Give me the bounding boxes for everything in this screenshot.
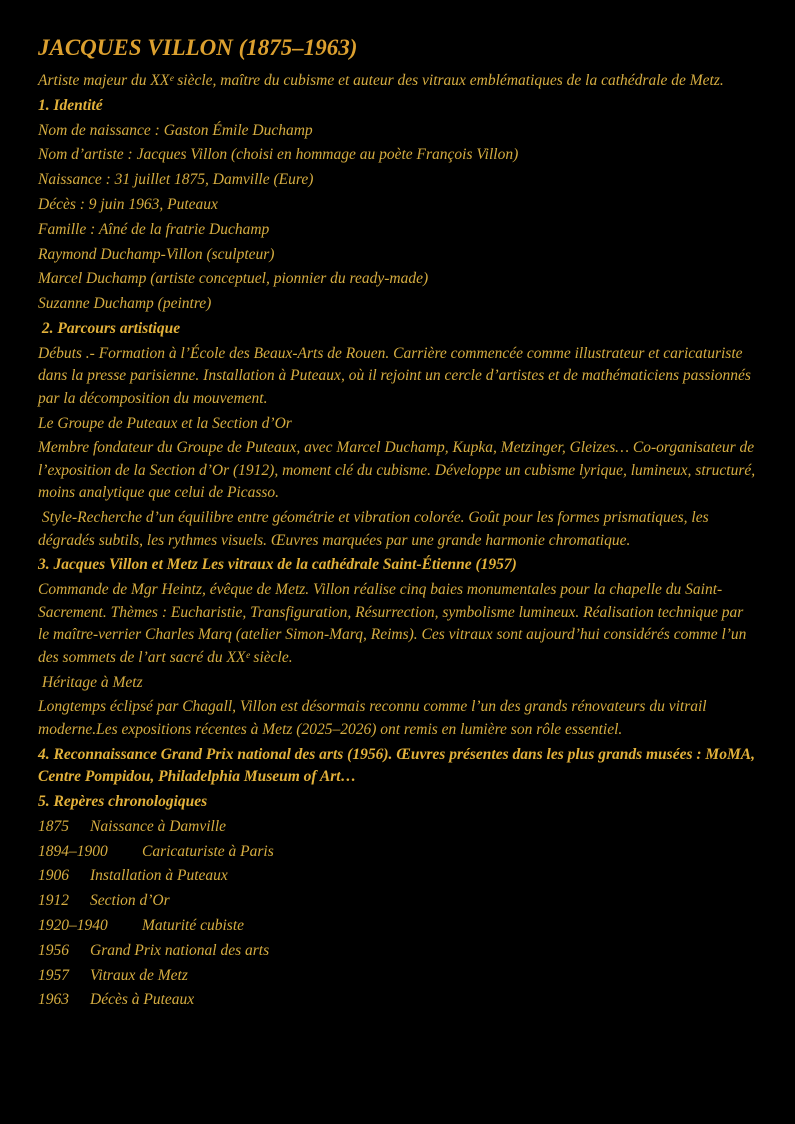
identity-line-suzanne: Suzanne Duchamp (peintre) xyxy=(38,295,212,313)
section-heading-parcours: 2. Parcours artistique xyxy=(38,319,181,337)
chronology-row-1894-1900: 1894–1900 Caricaturiste à Paris xyxy=(38,842,274,860)
paragraph-heritage-titre: Héritage à Metz xyxy=(38,673,143,691)
identity-line-nom-naissance: Nom de naissance : Gaston Émile Duchamp xyxy=(38,121,313,139)
section-heading-identite: 1. Identité xyxy=(38,96,103,114)
chronology-row-1875: 1875 Naissance à Damville xyxy=(38,817,227,835)
section-heading-metz: 3. Jacques Villon et Metz Les vitraux de la cathédrale Saint-Étienne (1957) xyxy=(38,556,517,574)
paragraph-style: Style-Recherche d’un équilibre entre géométrie et vibration colorée. Goût pour les formes prismatiques, les dégradés subtils, les rythmes visuels. Œuvres marquées par une grande harmonie chromatique. xyxy=(38,509,713,549)
identity-line-nom-artiste: Nom d’artiste : Jacques Villon (choisi en hommage au poète François Villon) xyxy=(38,146,519,164)
paragraph-groupe-puteaux-titre: Le Groupe de Puteaux et la Section d’Or xyxy=(38,414,292,432)
paragraph-debuts: Débuts .- Formation à l’École des Beaux-Arts de Rouen. Carrière commencée comme illustrateur et caricaturiste dans la presse parisienne. Installation à Puteaux, où il rejoint un cercle d’artistes et de mathématiciens passionnés par la décomposition du mouvement. xyxy=(38,344,755,407)
section-heading-reperes: 5. Repères chronologiques xyxy=(38,792,208,810)
chronology-row-1963: 1963 Décès à Puteaux xyxy=(38,991,195,1009)
identity-line-raymond: Raymond Duchamp-Villon (sculpteur) xyxy=(38,245,275,263)
chronology-row-1956: 1956 Grand Prix national des arts xyxy=(38,941,270,959)
document-subtitle: Artiste majeur du XXᵉ siècle, maître du cubisme et auteur des vitraux emblématiques de la cathédrale de Metz. xyxy=(38,72,724,89)
paragraph-commande: Commande de Mgr Heintz, évêque de Metz. Villon réalise cinq baies monumentales pour la chapelle du Saint-Sacrement. Thèmes : Eucharistie, Transfiguration, Résurrection, symbolisme lumineux. Réalisation technique par le maître-verrier Charles Marq (atelier Simon-Marq, Reims). Ces vitraux sont aujourd’hui considérés comme l’un des sommets de l’art sacré du XXᵉ siècle. xyxy=(38,581,751,666)
identity-line-naissance: Naissance : 31 juillet 1875, Damville (Eure) xyxy=(38,171,314,189)
chronology-row-1957: 1957 Vitraux de Metz xyxy=(38,966,188,984)
identity-line-deces: Décès : 9 juin 1963, Puteaux xyxy=(38,195,218,213)
chronology-row-1920-1940: 1920–1940 Maturité cubiste xyxy=(38,916,245,934)
paragraph-longtemps-eclipse: Longtemps éclipsé par Chagall, Villon est désormais reconnu comme l’un des grands rénovateurs du vitrail moderne.Les expositions récentes à Metz (2025–2026) ont remis en lumière son rôle essentiel. xyxy=(38,698,711,738)
identity-line-famille: Famille : Aîné de la fratrie Duchamp xyxy=(38,220,270,238)
document-title: JACQUES VILLON (1875–1963) xyxy=(38,35,358,60)
chronology-row-1912: 1912 Section d’Or xyxy=(38,892,170,910)
identity-line-marcel: Marcel Duchamp (artiste conceptuel, pionnier du ready-made) xyxy=(38,270,429,288)
section-heading-reconnaissance: 4. Reconnaissance Grand Prix national des arts (1956). Œuvres présentes dans les plus grands musées : MoMA, Centre Pompidou, Philadelphia Museum of Art… xyxy=(38,745,759,786)
paragraph-membre-fondateur: Membre fondateur du Groupe de Puteaux, avec Marcel Duchamp, Kupka, Metzinger, Gleizes… Co-organisateur de l’exposition de la Section d’Or (1912), moment clé du cubisme. Développe un cubisme lyrique, lumineux, structuré, moins analytique que celui de Picasso. xyxy=(38,439,759,502)
chronology-row-1906: 1906 Installation à Puteaux xyxy=(38,867,228,885)
